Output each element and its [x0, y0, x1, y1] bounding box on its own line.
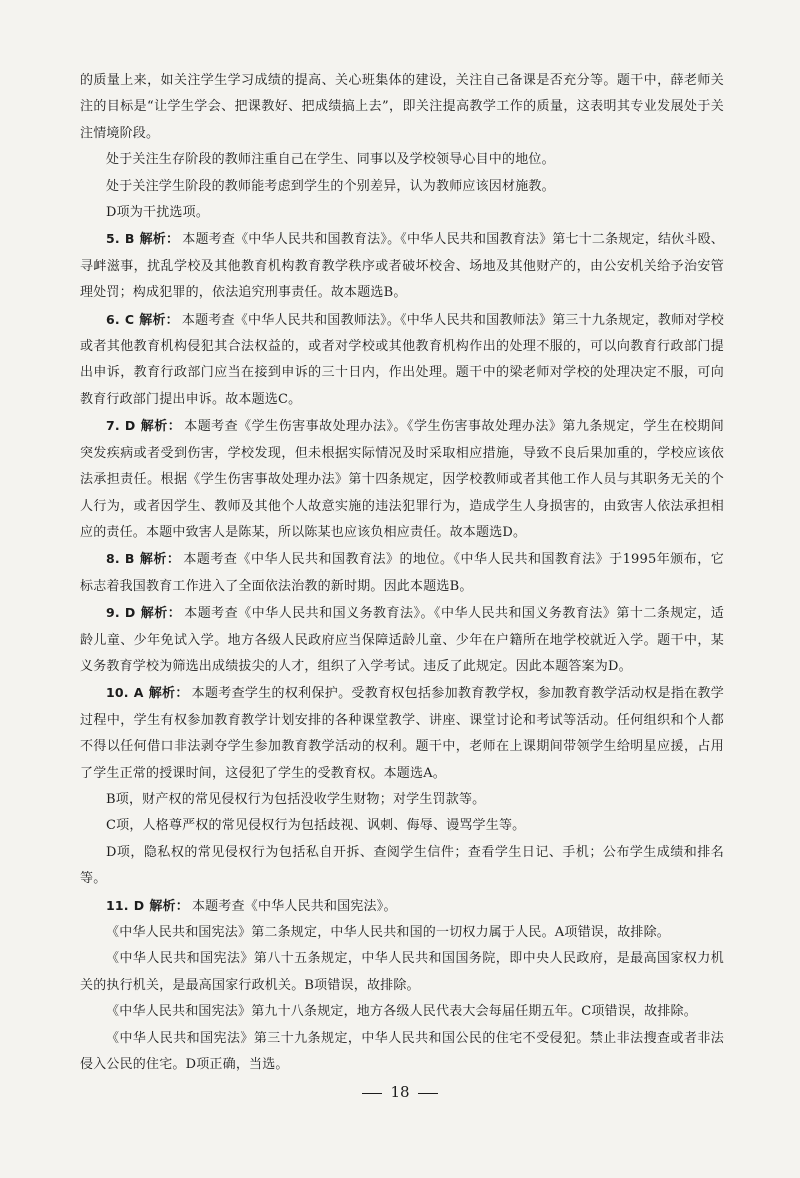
explanation-label: 解析：: [140, 606, 182, 622]
paragraph: 《中华人民共和国宪法》第二条规定，中华人民共和国的一切权力属于人民。A项错误，故排除。: [106, 925, 670, 940]
answer-letter: D: [133, 897, 145, 913]
paragraph: D项为干扰选项。: [106, 205, 210, 221]
paragraph: D项，隐私权的常见侵权行为包括私自开拆、查阅学生信件；查看学生日记、手机；公布学生成绩和排名等。: [80, 844, 724, 887]
paragraph: B项，财产权的常见侵权行为包括没收学生财物；对学生罚款等。: [106, 791, 486, 807]
answer-item: [80, 600, 724, 680]
question-number: 7.: [106, 418, 120, 434]
paragraph: 处于关注生存阶段的教师注重自己在学生、同事以及学校领导心目中的地位。: [106, 152, 555, 168]
answer-item: [80, 680, 724, 787]
explanation-label: 解析：: [139, 552, 181, 568]
answer-letter: D: [124, 418, 136, 434]
question-number: 8.: [106, 551, 120, 567]
answer-list: [80, 226, 724, 1078]
paragraph: 《中华人民共和国宪法》第九十八条规定，地方各级人民代表大会每届任期五年。C项错误，故排除。: [106, 1004, 697, 1020]
paragraph: C项，人格尊严权的常见侵权行为包括歧视、讽刺、侮辱、谩骂学生等。: [106, 818, 526, 834]
paragraph: 《中华人民共和国宪法》第八十五条规定，中华人民共和国国务院，即中央人民政府，是最高国家权力机关的执行机关，是最高国家行政机关。B项错误，故排除。: [80, 951, 724, 993]
explanation-label: 解析：: [140, 419, 182, 435]
question-number: 6.: [106, 311, 120, 327]
answer-letter: D: [124, 605, 136, 621]
answer-item: [80, 307, 724, 414]
footer-dash: [418, 1093, 438, 1094]
page-number: 18: [390, 1083, 410, 1101]
explanation-text: 本题考查《中华人民共和国义务教育法》。《中华人民共和国义务教育法》第十二条规定，适龄儿童、少年免试入学。地方各级人民政府应当保障适龄儿童、少年在户籍所在地学校就近入学。题干中，某义务教育学校为筛选出成绩拔尖的人才，组织了入学考试。违反了此规定。因此本题答案为D。: [80, 606, 724, 674]
explanation-text: 本题考查《中华人民共和国教育法》。《中华人民共和国教育法》第七十二条规定，结伙斗殴、寻衅滋事，扰乱学校及其他教育机构教育教学秩序或者破坏校舍、场地及其他财产的，由公安机关给予治安管理处罚；构成犯罪的，依法追究刑事责任。故本题选B。: [80, 232, 724, 301]
paragraph: 处于关注学生阶段的教师能考虑到学生的个别差异，认为教师应该因材施教。: [106, 178, 555, 194]
explanation-text: 本题考查学生的权利保护。受教育权包括参加教育教学权，参加教育教学活动权是指在教学过程中，学生有权参加教育教学计划安排的各种课堂教学、讲座、课堂讨论和考试等活动。任何组织和个人都不得以任何借口非法剥夺学生参加教育教学活动的权利。题干中，老师在上课期间带领学生给明星应援，占用了学生正常的授课时间，这侵犯了学生的受教育权。本题选A。: [80, 686, 724, 781]
answer-item: [80, 546, 724, 600]
explanation-text: 本题考查《中华人民共和国教师法》。《中华人民共和国教师法》第三十九条规定，教师对学校或者其他教育机构侵犯其合法权益的，或者对学校或其他教育机构作出的处理不服的，可以向教育行政部门提出申诉，教育行政部门应当在接到申诉的三十日内，作出处理。题干中的梁老师对学校的处理决定不服，可向教育行政部门提出申诉。故本题选C。: [80, 312, 724, 407]
explanation-text: 本题考查《中华人民共和国教育法》的地位。《中华人民共和国教育法》于1995年颁布，它标志着我国教育工作进入了全面依法治教的新时期。因此本题选B。: [80, 552, 724, 594]
answer-letter: B: [124, 231, 135, 247]
answer-letter: C: [124, 311, 135, 327]
answer-item: [80, 226, 724, 306]
paragraph: 的质量上来，如关注学生学习成绩的提高、关心班集体的建设，关注自己备课是否充分等。题干中，薛老师关注的目标是“让学生学会、把课教好、把成绩搞上去”，即关注提高教学工作的质量，这表明其专业发展处于关注情境阶段。: [80, 73, 724, 141]
explanation-text: 本题考查《学生伤害事故处理办法》。《学生伤害事故处理办法》第九条规定，学生在校期间突发疾病或者受到伤害，学校发现，但未根据实际情况及时采取相应措施，导致不良后果加重的，学校应该依法承担责任。根据《学生伤害事故处理办法》第十四条规定，因学校教师或者其他工作人员与其职务无关的个人行为，或者因学生、教师及其他个人故意实施的违法犯罪行为，造成学生人身损害的，由致害人依法承担相应的责任。本题中致害人是陈某，所以陈某也应该负相应责任。故本题选D。: [80, 419, 724, 540]
question-number: 11.: [106, 897, 129, 913]
question-number: 10.: [106, 685, 129, 701]
footer-dash: [362, 1093, 382, 1094]
explanation-label: 解析：: [139, 312, 179, 328]
explanation-label: 解析：: [139, 232, 180, 248]
paragraph: 《中华人民共和国宪法》第三十九条规定，中华人民共和国公民的住宅不受侵犯。禁止非法搜查或者非法侵入公民的住宅。D项正确，当选。: [80, 1030, 724, 1073]
explanation-label: 解析：: [148, 686, 189, 702]
explanation-label: 解析：: [149, 898, 189, 914]
explanation-text: 本题考查《中华人民共和国宪法》。: [191, 898, 397, 914]
answer-letter: A: [133, 685, 144, 701]
answer-letter: B: [124, 551, 135, 567]
answer-item: [80, 413, 724, 546]
page-footer: [0, 1083, 800, 1101]
question-number: 9.: [106, 605, 120, 621]
answer-item: [80, 893, 724, 920]
question-number: 5.: [106, 231, 120, 247]
